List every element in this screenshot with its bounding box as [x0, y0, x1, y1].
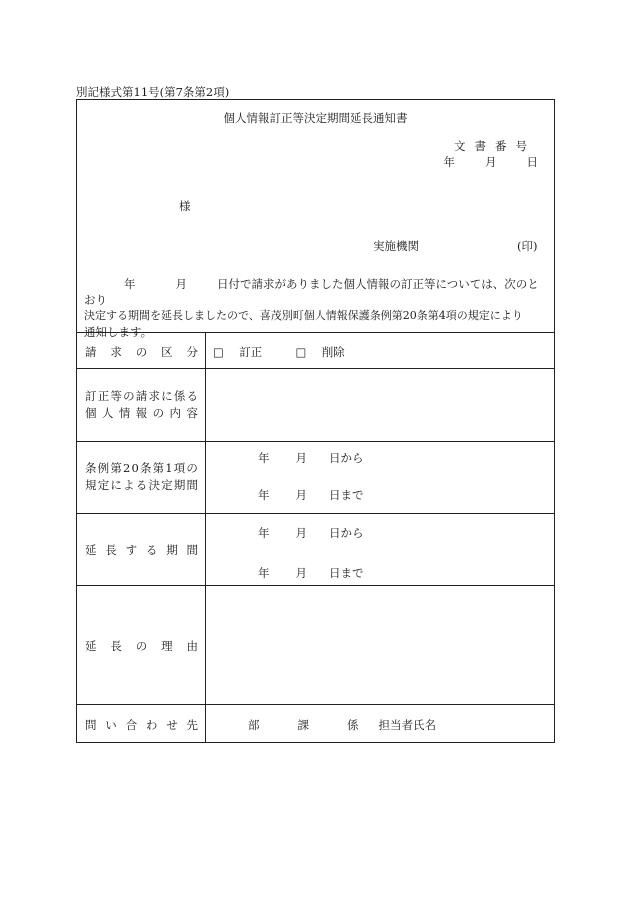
checkbox-deletion[interactable]: □ — [295, 345, 307, 359]
extension-period-label — [85, 542, 198, 558]
request-content-label-line-1 — [85, 388, 198, 405]
contact-department: 部 — [248, 718, 260, 732]
label-char: 係 — [173, 389, 186, 403]
contact-label — [85, 717, 198, 733]
label-char: 長 — [105, 543, 117, 557]
label-char: 2 — [122, 461, 131, 475]
label-char: よ — [123, 478, 135, 492]
label-char: 定 — [97, 478, 110, 492]
label-char: 訂 — [85, 389, 97, 403]
label-char: 分 — [186, 345, 198, 359]
decision-period-label-line-2 — [85, 477, 198, 494]
addressee-suffix: 様 — [179, 199, 191, 213]
extension-from-day: 日から — [329, 526, 364, 540]
body-line-1-text: 日付で請求がありました個人情報の訂正等については、次のとおり — [84, 277, 539, 307]
label-char: 情 — [118, 406, 131, 420]
label-char: 合 — [125, 718, 138, 732]
label-char: 延 — [85, 543, 97, 557]
label-char: に — [110, 478, 122, 492]
contact-section: 課 — [297, 718, 309, 732]
label-char: 請 — [85, 345, 97, 359]
label-char: 定 — [161, 478, 173, 492]
label-char: 区 — [161, 345, 173, 359]
table-rule-4 — [77, 585, 554, 586]
label-char: 請 — [135, 389, 148, 403]
label-char: に — [161, 389, 173, 403]
decision-from-month: 月 — [295, 451, 307, 465]
label-char: 求 — [148, 389, 160, 403]
label-char: の — [135, 639, 148, 653]
label-char: 報 — [135, 406, 148, 420]
label-char: す — [125, 543, 138, 557]
decision-to-year: 年 — [258, 488, 270, 502]
decision-to-day: 日まで — [329, 488, 364, 502]
notice-body — [84, 276, 548, 340]
table-column-divider — [205, 332, 206, 742]
table-rule-5 — [77, 704, 554, 705]
label-char: 内 — [169, 406, 182, 420]
label-char: 第 — [110, 461, 122, 475]
date-month: 月 — [485, 155, 497, 169]
notice-form — [76, 99, 555, 743]
label-char: 求 — [110, 345, 122, 359]
label-char: る — [186, 389, 198, 403]
date-year: 年 — [443, 155, 455, 169]
label-char: の — [135, 345, 148, 359]
extension-period-from — [258, 525, 364, 541]
extension-reason-label — [85, 638, 198, 654]
contact-fields — [248, 717, 436, 733]
decision-from-day: 日から — [329, 451, 364, 465]
request-type-options — [213, 344, 345, 360]
label-char: 項 — [173, 461, 186, 475]
body-line-1 — [84, 276, 548, 308]
request-type-label — [85, 344, 198, 360]
label-char: の — [152, 406, 165, 420]
extension-to-day: 日まで — [329, 566, 364, 580]
label-char: 間 — [186, 478, 198, 492]
decision-to-month: 月 — [295, 488, 307, 502]
label-char: せ — [166, 718, 178, 732]
option-correction-label: 訂正 — [239, 345, 263, 359]
label-char: 人 — [101, 406, 114, 420]
body-date-month: 月 — [175, 277, 187, 291]
decision-period-to — [258, 487, 364, 503]
label-char: 個 — [85, 406, 97, 420]
label-char: 由 — [186, 639, 198, 653]
agency-label: 実施機関 — [373, 239, 419, 253]
extension-from-month: 月 — [295, 526, 307, 540]
decision-from-year: 年 — [258, 451, 270, 465]
label-char: 理 — [161, 639, 173, 653]
table-rule-2 — [77, 441, 554, 442]
label-char: 例 — [97, 461, 110, 475]
decision-period-label — [85, 460, 198, 494]
document-date — [444, 154, 539, 170]
label-char: 正 — [97, 389, 110, 403]
seal-mark: (印) — [517, 239, 538, 253]
extension-period-to — [258, 565, 364, 581]
label-char: の — [186, 461, 198, 475]
decision-period-from — [258, 450, 364, 466]
label-char: い — [105, 718, 117, 732]
label-char: 決 — [148, 478, 160, 492]
label-char: 容 — [186, 406, 198, 420]
label-char: 先 — [186, 718, 198, 732]
table-rule-3 — [77, 513, 554, 514]
table-rule-1 — [77, 368, 554, 369]
label-char: 期 — [166, 543, 178, 557]
body-line-2: 決定する期間を延長しましたので、喜茂別町個人情報保護条例第20条第4項の規定により — [84, 309, 523, 322]
label-char: 0 — [131, 461, 139, 475]
label-char: 規 — [85, 478, 97, 492]
document-number-label: 文書番号 — [454, 139, 536, 153]
label-char: 等 — [110, 389, 122, 403]
checkbox-correction[interactable]: □ — [213, 345, 224, 359]
body-date-year: 年 — [124, 277, 136, 291]
form-number-label: 別記様式第11号(第7条第2項) — [76, 85, 230, 99]
label-char: 条 — [139, 461, 152, 475]
extension-from-year: 年 — [258, 526, 270, 540]
document-title: 個人情報訂正等決定期間延長通知書 — [223, 111, 408, 125]
label-char: 間 — [186, 543, 198, 557]
request-content-label — [85, 388, 198, 422]
table-rule-top — [77, 332, 554, 333]
option-deletion-label: 削除 — [321, 345, 345, 359]
label-char: る — [135, 478, 148, 492]
decision-period-label-line-1 — [85, 460, 198, 477]
request-content-label-line-2 — [85, 405, 198, 422]
label-char: の — [123, 389, 135, 403]
label-char: 期 — [173, 478, 186, 492]
date-day: 日 — [526, 155, 538, 169]
label-char: 条 — [85, 461, 97, 475]
label-char: わ — [145, 718, 158, 732]
label-char: 第 — [152, 461, 165, 475]
label-char: 長 — [110, 639, 122, 653]
contact-person: 担当者氏名 — [378, 718, 436, 732]
extension-to-year: 年 — [258, 566, 270, 580]
label-char: る — [145, 543, 158, 557]
label-char: 問 — [85, 718, 97, 732]
contact-unit: 係 — [347, 718, 359, 732]
label-char: 延 — [85, 639, 97, 653]
extension-to-month: 月 — [295, 566, 307, 580]
body-line-3: 通知します。 — [84, 325, 153, 339]
label-char: 1 — [165, 461, 173, 475]
